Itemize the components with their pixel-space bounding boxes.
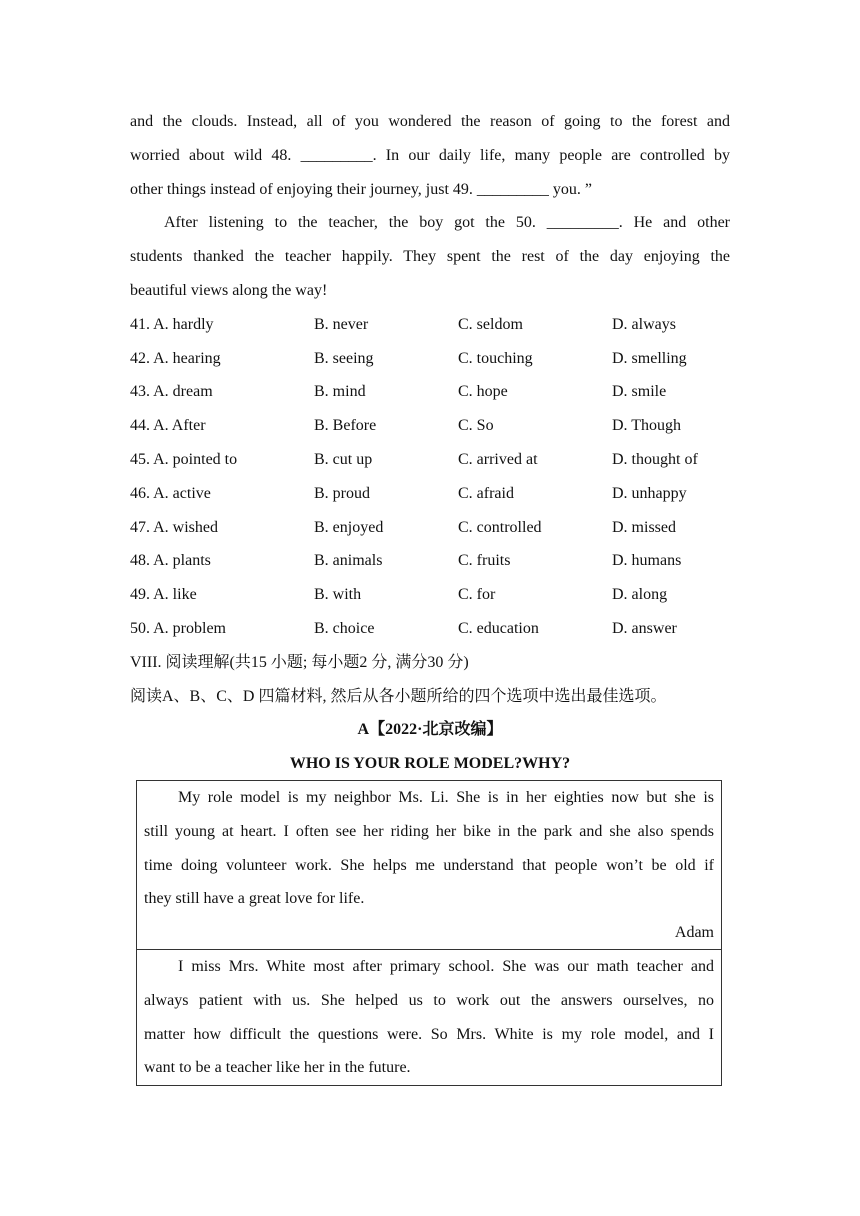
entry-line: they still have a great love for life.: [144, 890, 365, 908]
option-row-42: [130, 342, 730, 376]
option-b: B. with: [314, 586, 362, 604]
entry-author: Adam: [674, 924, 714, 942]
option-b: B. seeing: [314, 349, 374, 367]
option-b: B. cut up: [314, 450, 373, 468]
option-b: B. never: [314, 315, 369, 333]
option-d: D. missed: [612, 518, 676, 536]
option-d: D. answer: [612, 619, 677, 637]
option-b: B. choice: [314, 619, 375, 637]
option-a: 49. A. like: [130, 586, 197, 604]
option-a: 45. A. pointed to: [130, 450, 238, 468]
option-a: 41. A. hardly: [130, 315, 214, 333]
option-b: B. Before: [314, 417, 377, 435]
passage-title: WHO IS YOUR ROLE MODEL?WHY?: [289, 755, 571, 773]
option-c: C. seldom: [458, 315, 523, 333]
option-a: 46. A. active: [130, 484, 211, 502]
option-row-49: [130, 578, 730, 612]
passage-line: other things instead of enjoying their journey, just 49. _________ you. ”: [130, 180, 593, 198]
passage-paragraph-2: [130, 206, 730, 307]
option-d: D. along: [612, 586, 668, 604]
section-heading: VIII. 阅读理解(共15 小题; 每小题2 分, 满分30 分): [130, 653, 469, 671]
option-row-41: [130, 308, 730, 342]
passage-line: students thanked the teacher happily. They spent the rest of the day enjoying the: [130, 248, 730, 266]
entry-line: My role model is my neighbor Ms. Li. She is in her eighties now but she is: [178, 789, 714, 806]
option-a: 50. A. problem: [130, 619, 226, 637]
option-a: 43. A. dream: [130, 383, 213, 401]
option-c: C. education: [458, 619, 539, 637]
option-c: C. So: [458, 417, 494, 435]
option-b: B. mind: [314, 383, 366, 401]
option-d: D. unhappy: [612, 484, 687, 502]
entry-line: want to be a teacher like her in the future.: [144, 1059, 411, 1077]
option-c: C. afraid: [458, 484, 514, 502]
option-row-43: [130, 375, 730, 409]
option-d: D. Though: [612, 417, 682, 435]
option-b: B. proud: [314, 484, 370, 502]
option-c: C. touching: [458, 349, 533, 367]
entry-box-2: [136, 949, 722, 1086]
passage-line: After listening to the teacher, the boy got the 50. _________. He and other: [164, 214, 730, 232]
option-row-45: [130, 443, 730, 477]
option-row-44: [130, 409, 730, 443]
option-c: C. fruits: [458, 552, 511, 570]
section-instruction: 阅读A、B、C、D 四篇材料, 然后从各小题所给的四个选项中选出最佳选项。: [130, 687, 667, 705]
passage-line: worried about wild 48. _________. In our daily life, many people are controlled by: [130, 146, 730, 164]
option-d: D. smelling: [612, 349, 687, 367]
option-row-47: [130, 511, 730, 545]
passage-paragraph-1: [130, 105, 730, 206]
entry-line: time doing volunteer work. She helps me understand that people won’t be old if: [144, 856, 714, 874]
option-d: D. thought of: [612, 450, 698, 468]
entry-line: always patient with us. She helped us to work out the answers ourselves, no: [144, 991, 714, 1009]
option-a: 47. A. wished: [130, 518, 218, 536]
option-c: C. for: [458, 586, 496, 604]
option-b: B. enjoyed: [314, 518, 384, 536]
content-column: [130, 105, 730, 781]
passage-source: A【2022·北京改编】: [357, 721, 503, 739]
option-d: D. humans: [612, 552, 682, 570]
option-c: C. controlled: [458, 518, 542, 536]
option-row-48: [130, 544, 730, 578]
option-a: 44. A. After: [130, 417, 206, 435]
entry-line: matter how difficult the questions were. So Mrs. White is my role model, and I: [144, 1025, 714, 1043]
option-c: C. hope: [458, 383, 508, 401]
option-row-46: [130, 477, 730, 511]
option-a: 42. A. hearing: [130, 349, 221, 367]
option-d: D. always: [612, 315, 676, 333]
option-b: B. animals: [314, 552, 383, 570]
passage-line: and the clouds. Instead, all of you wondered the reason of going to the forest and: [130, 113, 730, 130]
entry-line: I miss Mrs. White most after primary school. She was our math teacher and: [178, 958, 714, 975]
option-c: C. arrived at: [458, 450, 538, 468]
option-a: 48. A. plants: [130, 552, 211, 570]
passage-line: beautiful views along the way!: [130, 281, 328, 299]
entry-box-adam: [136, 780, 722, 950]
option-row-50: [130, 612, 730, 646]
entry-line: still young at heart. I often see her riding her bike in the park and she also spends: [144, 822, 714, 840]
options-list: [130, 308, 730, 646]
option-d: D. smile: [612, 383, 667, 401]
